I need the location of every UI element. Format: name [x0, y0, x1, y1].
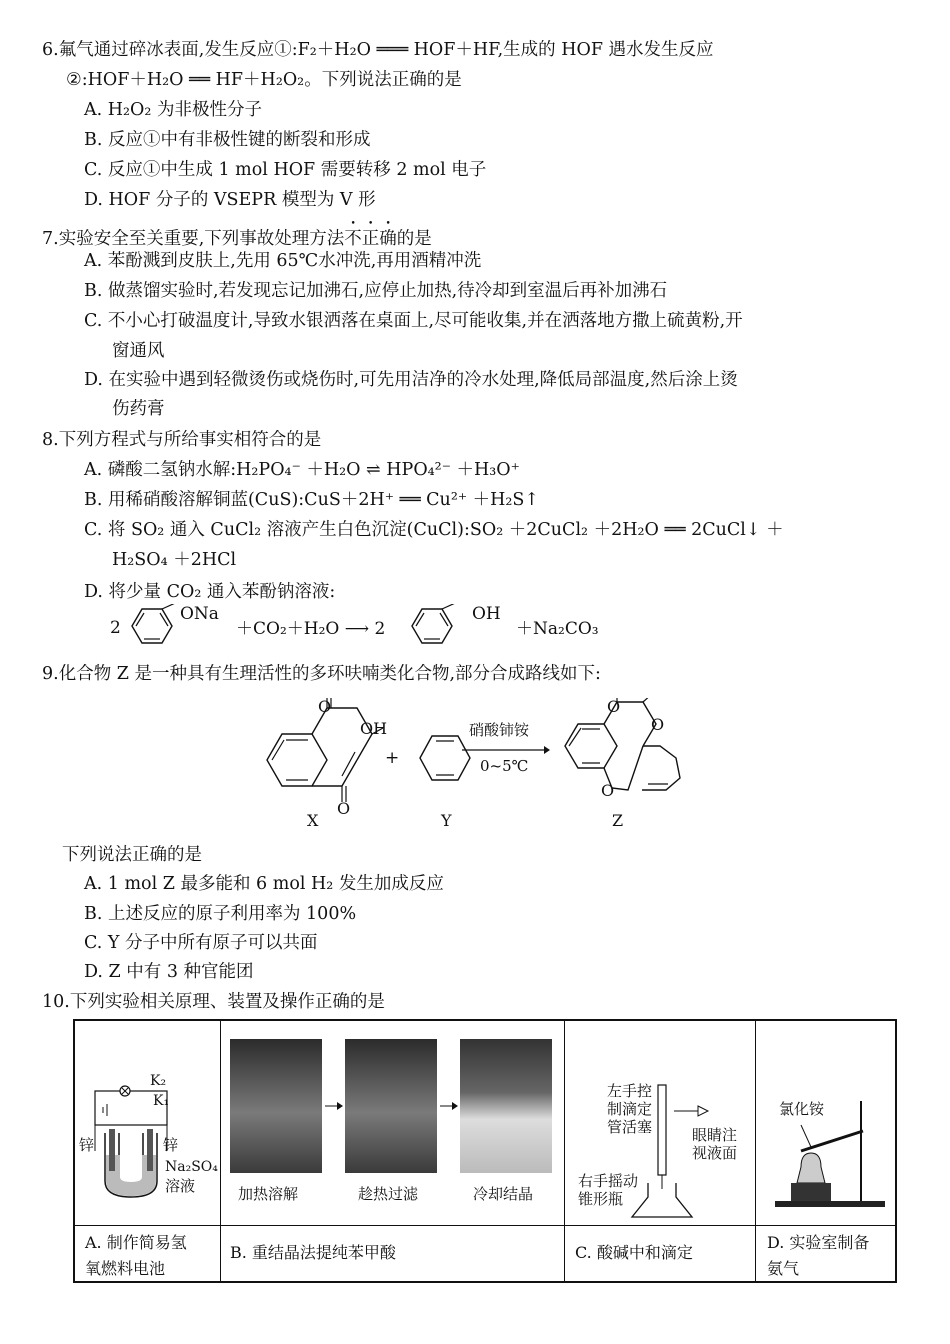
photo-label-2: 趁热过滤: [358, 1185, 419, 1203]
q8-option-c-line2: H₂SO₄ ＋2HCl: [112, 550, 237, 570]
q9-option-a: A. 1 mol Z 最多能和 6 mol H₂ 发生加成反应: [84, 874, 444, 894]
arrow-right-icon: [440, 1101, 458, 1111]
ammonia-apparatus-icon: [771, 1091, 889, 1215]
q9-stem: 9.化合物 Z 是一种具有生理活性的多环呋喃类化合物,部分合成路线如下:: [42, 664, 601, 684]
q7-stem: 7.实验安全至关重要,下列事故处理方法不正确的是: [42, 229, 432, 249]
q6-option-a: A. H₂O₂ 为非极性分子: [84, 100, 262, 120]
q7-option-b: B. 做蒸馏实验时,若发现忘记加沸石,应停止加热,待冷却到室温后再补加沸石: [84, 281, 668, 301]
compound-y-structure: [415, 728, 475, 788]
q7-option-a: A. 苯酚溅到皮肤上,先用 65℃水冲洗,再用酒精冲洗: [84, 251, 482, 271]
q10-caption-a-line1: A. 制作简易氢: [85, 1233, 187, 1252]
compound-x-structure: [255, 698, 395, 818]
photo-label-1: 加热溶解: [238, 1185, 299, 1203]
ammonia-diagram: 氯化铵: [755, 1021, 897, 1225]
benzene-ring-icon: [402, 604, 472, 648]
q10-caption-a-line2: 氧燃料电池: [85, 1259, 166, 1278]
q8-stem: 8.下列方程式与所给事实相符合的是: [42, 430, 322, 450]
q7-option-d-line2: 伤药膏: [112, 399, 165, 419]
q9-option-b: B. 上述反应的原子利用率为 100%: [84, 904, 357, 924]
q6-stem-line1: 6.氟气通过碎冰表面,发生反应①:F₂＋H₂O ═══ HOF＋HF,生成的 HOF 遇水发生反应: [42, 40, 714, 60]
q6-stem-line2: ②:HOF＋H₂O ══ HF＋H₂O₂。下列说法正确的是: [66, 70, 462, 90]
q7-option-d-line1: D. 在实验中遇到轻微烫伤或烧伤时,可先用洁净的冷水处理,降低局部温度,然后涂上烫: [84, 370, 738, 390]
q10-stem: 10.下列实验相关原理、装置及操作正确的是: [42, 992, 385, 1012]
q9-lead: 下列说法正确的是: [62, 845, 202, 865]
q8-option-c-line1: C. 将 SO₂ 通入 CuCl₂ 溶液产生白色沉淀(CuCl):SO₂ ＋2CuCl₂ ＋2H₂O ══ 2CuCl↓ ＋: [84, 520, 784, 540]
q8-d-equation: 2 ONa ＋CO₂＋H₂O ⟶ 2 OH ＋Na₂CO₃: [106, 604, 626, 648]
photo-hot-filtration: [345, 1039, 437, 1173]
q9-option-d: D. Z 中有 3 种官能团: [84, 962, 254, 982]
q10-caption-d-line2: 氨气: [767, 1259, 800, 1278]
q8-option-b: B. 用稀硝酸溶解铜蓝(CuS):CuS＋2H⁺ ══ Cu²⁺ ＋H₂S↑: [84, 490, 540, 510]
photo-cooling-crystallization: [460, 1039, 552, 1173]
q7-option-c-line2: 窗通风: [112, 341, 165, 361]
q7-option-c-line1: C. 不小心打破温度计,导致水银洒落在桌面上,尽可能收集,并在洒落地方撒上硫黄粉,开: [84, 311, 743, 331]
q6-option-c: C. 反应①中生成 1 mol HOF 需要转移 2 mol 电子: [84, 160, 487, 180]
compound-z-structure: [560, 698, 715, 818]
fuel-cell-diagram: K₂ K₁ 锌 锌 Na₂SO₄ 溶液: [75, 1021, 220, 1225]
q9-option-c: C. Y 分子中所有原子可以共面: [84, 933, 318, 953]
reaction-arrow-icon: [460, 744, 550, 756]
arrow-right-icon: [325, 1101, 343, 1111]
q6-option-b: B. 反应①中有非极性键的断裂和形成: [84, 130, 371, 150]
q8-option-d: D. 将少量 CO₂ 通入苯酚钠溶液:: [84, 582, 336, 602]
photo-label-3: 冷却结晶: [473, 1185, 534, 1203]
q8-option-a: A. 磷酸二氢钠水解:H₂PO₄⁻ ＋H₂O ⇌ HPO₄²⁻ ＋H₃O⁺: [84, 460, 520, 480]
titration-diagram: 左手控 制滴定 管活塞 眼睛注 视液面 右手摇动 锥形瓶: [564, 1021, 755, 1225]
q10-caption-c: C. 酸碱中和滴定: [575, 1243, 693, 1262]
q9-reaction-scheme: O OH O X + Y 硝酸铈铵 0~5℃ O O O Z: [255, 698, 715, 838]
q10-options-table: [73, 1019, 897, 1283]
q7-emphasis: 不正确: [344, 229, 397, 249]
photo-heating-dissolve: [230, 1039, 322, 1173]
q10-caption-b: B. 重结晶法提纯苯甲酸: [230, 1243, 396, 1262]
q6-option-d: D. HOF 分子的 VSEPR 模型为 V 形: [84, 190, 376, 210]
q10-caption-d-line1: D. 实验室制备: [767, 1233, 870, 1252]
